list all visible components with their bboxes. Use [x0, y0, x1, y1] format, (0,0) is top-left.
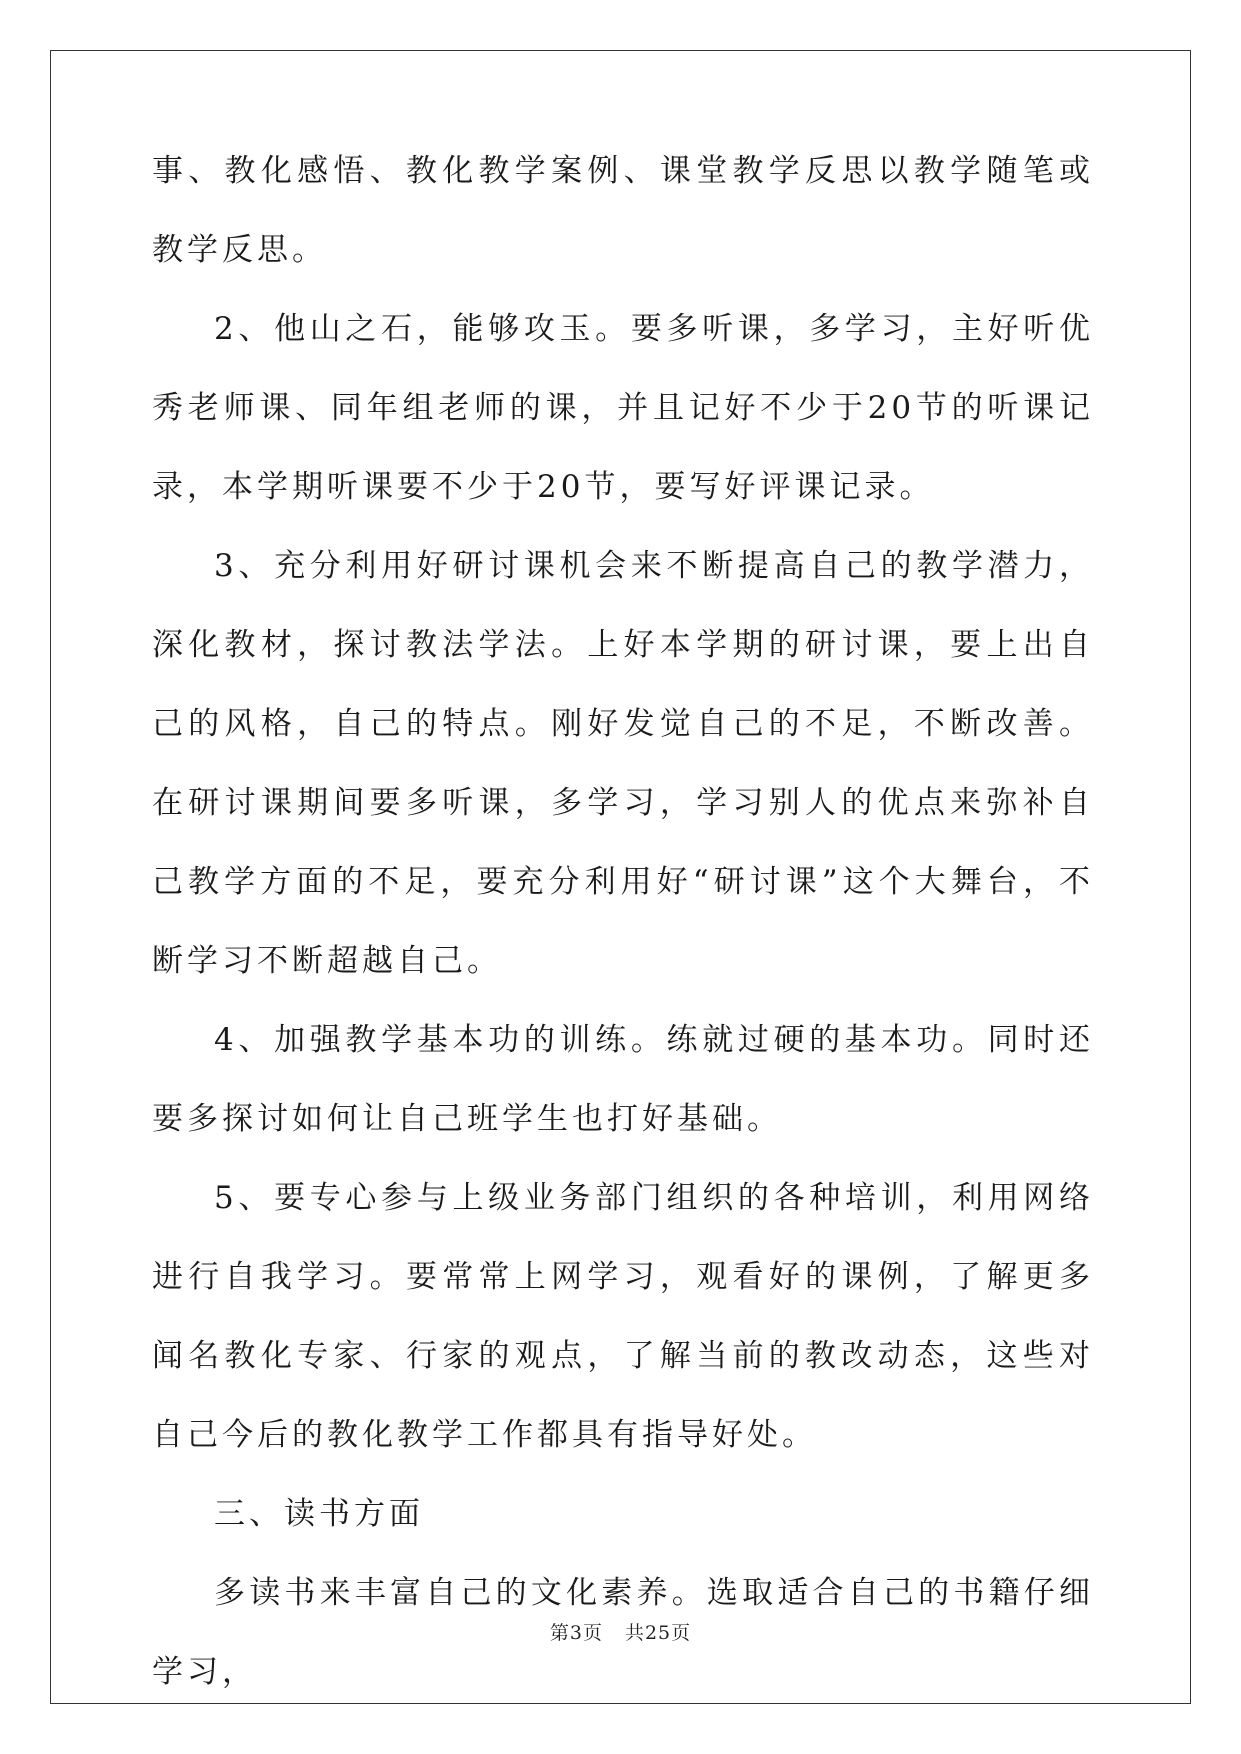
page-number: 第3页: [549, 1622, 603, 1644]
section-heading: 三、读书方面: [214, 1496, 424, 1532]
paragraph-5: 5、要专心参与上级业务部门组织的各种培训，利用网络进行自我学习。要常常上网学习，观看好的课例，了解更多闻名教化专家、行家的观点，了解当前的教改动态，这些对自己今后的教化教学工作都具有指导好处。: [152, 1180, 1094, 1453]
paragraph-6: 多读书来丰富自己的文化素养。选取适合自己的书籍仔细学习，: [152, 1575, 1094, 1690]
page-footer: [0, 1618, 1241, 1645]
paragraph-2: 2、他山之石，能够攻玉。要多听课，多学习，主好听优秀老师课、同年组老师的课，并且记好不少于20节的听课记录，本学期听课要不少于20节，要写好评课记录。: [152, 311, 1094, 505]
paragraph-3: 3、充分利用好研讨课机会来不断提高自己的教学潜力，深化教材，探讨教法学法。上好本学期的研讨课，要上出自己的风格，自己的特点。刚好发觉自己的不足，不断改善。在研讨课期间要多听课，多学习，学习别人的优点来弥补自己教学方面的不足，要充分利用好“研讨课”这个大舞台，不断学习不断超越自己。: [152, 548, 1094, 979]
page-total: 共25页: [624, 1622, 692, 1644]
paragraph-4: 4、加强教学基本功的训练。练就过硬的基本功。同时还要多探讨如何让自己班学生也打好基础。: [152, 1022, 1094, 1137]
document-body: [152, 153, 1094, 1712]
paragraph-1: 事、教化感悟、教化教学案例、课堂教学反思以教学随笔或教学反思。: [152, 153, 1094, 268]
